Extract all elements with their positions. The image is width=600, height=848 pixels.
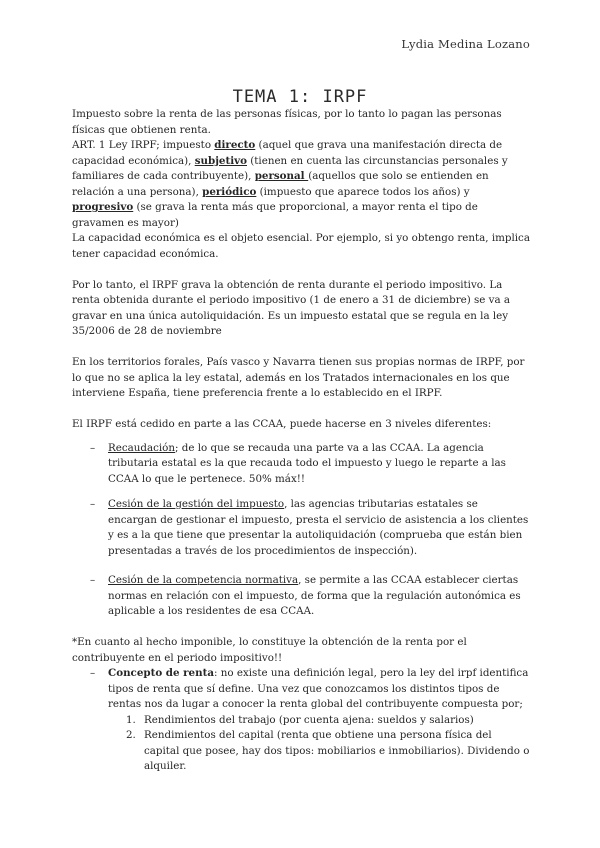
level-term: Cesión de la competencia normativa: [108, 574, 299, 586]
level-term: Cesión de la gestión del impuesto: [108, 498, 285, 510]
list-item: [72, 713, 530, 729]
art1-text: (impuesto que aparece todos los años) y: [256, 185, 470, 198]
list-item: [72, 666, 530, 713]
term-periodico: periódico: [202, 185, 257, 198]
cession-paragraph: El IRPF está cedido en parte a las CCAA, puede hacerse en 3 niveles diferentes:: [72, 418, 492, 430]
list-item: [72, 728, 530, 775]
item-number: 1.: [126, 713, 136, 726]
art1-text: (se grava la renta más que proporcional, a mayor renta el tipo de gravamen es mayor): [72, 201, 478, 229]
income-types-list: [72, 713, 530, 775]
document-body: [72, 107, 530, 775]
foral-paragraph: En los territorios forales, País vasco y Navarra tienen sus propias normas de IRPF, por lo que no se aplica la ley estatal, además en los Tratados internacionales en los que interviene España, tiene preferencia frente a lo establecido en el IRPF.: [72, 356, 525, 399]
capacity-paragraph: La capacidad económica es el objeto esencial. Por ejemplo, si yo obtengo renta, implica tener capacidad económica.: [72, 232, 530, 260]
term-directo: directo: [214, 139, 256, 151]
intro-paragraph: Impuesto sobre la renta de las personas físicas, por lo tanto lo pagan las personas físicas que obtienen renta.: [72, 108, 502, 136]
irpf-paragraph: Por lo tanto, el IRPF grava la obtención de renta durante el periodo impositivo. La renta obtenida durante el periodo impositivo (1 de enero a 31 de diciembre) se va a gravar en una única autoliquidación. Es un impuesto estatal que se regula en la ley 35/2006 de 28 de noviembre: [72, 278, 511, 337]
author-name: Lydia Medina Lozano: [401, 37, 530, 51]
term-progresivo: progresivo: [72, 201, 134, 213]
item-text: Rendimientos del trabajo (por cuenta ajena: sueldos y salarios): [144, 713, 474, 726]
art1-text: ART. 1 Ley IRPF; impuesto: [72, 139, 215, 151]
art1-text: (aquel que grava una manifestación directa de capacidad económica),: [72, 139, 503, 167]
art1-text: (aquellos que solo se entienden en relación a una persona),: [72, 170, 489, 198]
levels-list: [72, 441, 530, 620]
art1-text: (tienen en cuenta las circunstancias personales y familiares de cada contribuyente),: [72, 154, 508, 182]
level-text: ; de lo que se recauda una parte va a las CCAA. La agencia tributaria estatal es la que recauda todo el impuesto y luego le reparte a las CCAA lo que le pertenece. 50% máx!!: [108, 441, 506, 485]
term-personal: personal: [254, 170, 309, 182]
list-item: [72, 497, 530, 559]
list-item: [72, 441, 530, 488]
page-title: TEMA 1: IRPF: [232, 87, 368, 108]
item-number: 2.: [126, 729, 136, 741]
level-term: Recaudación: [108, 441, 176, 454]
concept-term: Concepto de renta: [108, 667, 215, 679]
term-subjetivo: subjetivo: [194, 154, 247, 167]
concept-text: : no existe una definición legal, pero la ley del irpf identifica tipos de renta que sí define. Una vez que conozcamos los distintos tipos de rentas nos da lugar a conocer la renta global del contribuyente compuesta por;: [108, 667, 529, 710]
list-item: [72, 573, 530, 620]
item-text: Rendimientos del capital (renta que obtiene una persona física del capital que posee, hay dos tipos: mobiliarios e inmobiliarios). Dividendo o alquiler.: [144, 729, 530, 772]
concept-list: [72, 666, 530, 713]
level-text: , se permite a las CCAA establecer ciertas normas en relación con el impuesto, de forma que la regulación autonómica es aplicable a los residentes de esa CCAA.: [108, 574, 521, 617]
taxable-event-paragraph: *En cuanto al hecho imponible, lo constituye la obtención de la renta por el contribuyente en el periodo impositivo!!: [72, 636, 467, 664]
level-text: , las agencias tributarias estatales se encargan de gestionar el impuesto, presta el servicio de asistencia a los clientes y es a la que tiene que presentar la autoliquidación (comprueba que están bien presentadas a través de los procedimientos de inspección).: [108, 498, 529, 557]
art1-paragraph: [72, 138, 530, 231]
